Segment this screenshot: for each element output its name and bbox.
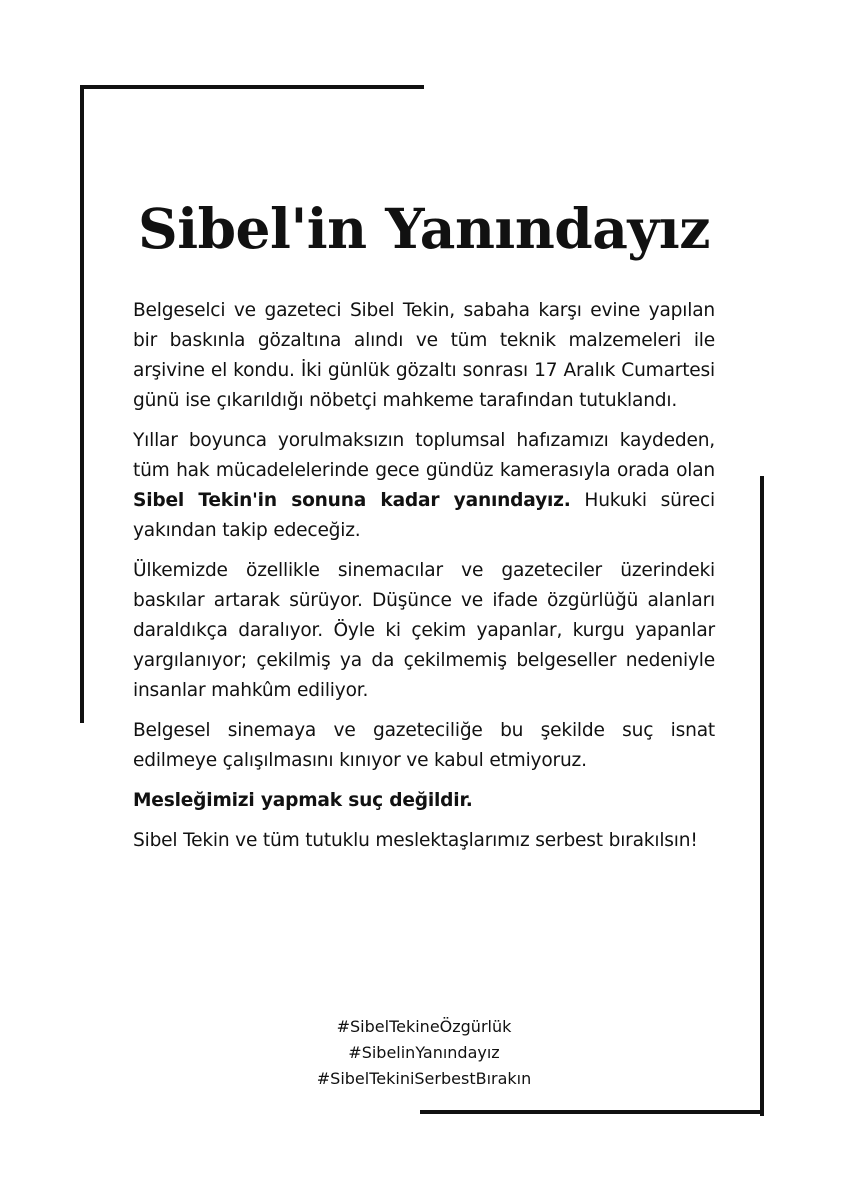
hashtag-item: #SibelinYanındayız: [348, 1043, 500, 1062]
paragraph-arrest: Belgeselci ve gazeteci Sibel Tekin, sabaha karşı evine yapılan bir baskınla gözaltına alındı ve tüm teknik malzemeleri ile arşivine el kondu. İki günlük gözaltı sonrası 17 Aralık Cumartesi günü ise çıkarıldığı nöbetçi mahkeme tarafından tutuklandı.: [133, 300, 715, 411]
paragraph-slogan: [133, 786, 715, 816]
paragraph-support-followup: Hukuki süreci yakından takip edeceğiz.: [133, 490, 715, 541]
paragraph-support: [133, 426, 715, 546]
hashtag-item: #SibelTekiniSerbestBırakın: [316, 1069, 532, 1088]
paragraph-pressure: Ülkemizde özellikle sinemacılar ve gazeteciler üzerindeki baskılar artarak sürüyor. Düşünce ve ifade özgürlüğü alanları daraldıkça daralıyor. Öyle ki çekim yapanlar, kurgu yapanlar yargılanıyor; çekilmiş ya da çekilmemiş belgeseller nedeniyle insanlar mahkûm ediliyor.: [133, 560, 715, 701]
paragraph-support-text: Yıllar boyunca yorulmaksızın toplumsal hafızamızı kaydeden, tüm hak mücadelelerinde gece gündüz kamerasıyla orada olan: [133, 430, 715, 481]
hashtag-list: [0, 1014, 848, 1092]
paragraph-support-emphasis: Sibel Tekin'in sonuna kadar yanındayız.: [133, 490, 571, 511]
paragraph-condemn: Belgesel sinemaya ve gazeteciliğe bu şekilde suç isnat edilmeye çalışılmasını kınıyor ve kabul etmiyoruz.: [133, 720, 715, 771]
frame-left-vertical-line: [80, 85, 84, 723]
statement-body: [133, 296, 715, 866]
page-title: Sibel'in Yanındayız: [137, 196, 710, 261]
hashtag-item: #SibelTekineÖzgürlük: [336, 1017, 512, 1036]
slogan-text: Mesleğimizi yapmak suç değildir.: [133, 790, 473, 811]
frame-bottom-horizontal-line: [420, 1110, 764, 1114]
paragraph-release-call: Sibel Tekin ve tüm tutuklu meslektaşlarımız serbest bırakılsın!: [133, 830, 698, 851]
frame-top-horizontal-line: [80, 85, 424, 89]
